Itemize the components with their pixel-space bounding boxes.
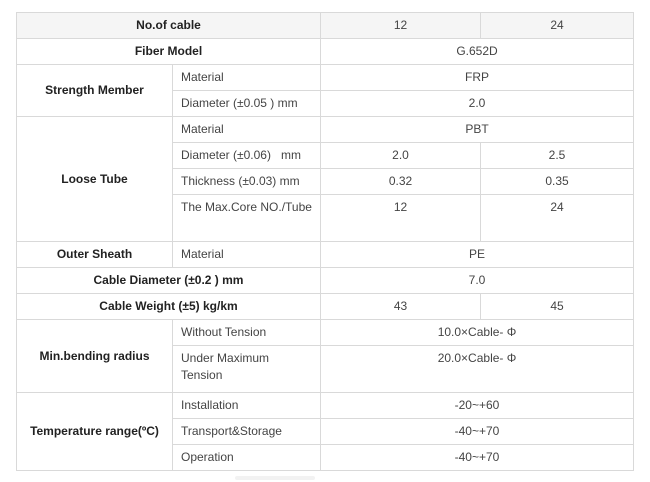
cable-count-12: 12 bbox=[321, 13, 481, 39]
loose-diameter-12: 2.0 bbox=[321, 143, 481, 169]
outer-sheath-material-value: PE bbox=[321, 242, 634, 268]
loose-diameter-label: Diameter (±0.06) mm bbox=[173, 143, 321, 169]
outer-sheath-material-label: Material bbox=[173, 242, 321, 268]
table-row-header bbox=[17, 13, 634, 39]
no-of-cable-label: No.of cable bbox=[17, 13, 321, 39]
strength-diameter-value: 2.0 bbox=[321, 91, 634, 117]
temp-transport-value: -40~+70 bbox=[321, 419, 634, 445]
temp-operation-label: Operation bbox=[173, 445, 321, 471]
table-row-loose-material bbox=[17, 117, 634, 143]
loose-thickness-24: 0.35 bbox=[481, 169, 634, 195]
table-row-strength-material bbox=[17, 65, 634, 91]
table-row-cable-diameter bbox=[17, 268, 634, 294]
fiber-model-value: G.652D bbox=[321, 39, 634, 65]
table-row-temp-installation bbox=[17, 393, 634, 419]
bending-without-value: 10.0×Cable- Φ bbox=[321, 320, 634, 346]
cable-diameter-value: 7.0 bbox=[321, 268, 634, 294]
cable-diameter-label: Cable Diameter (±0.2 ) mm bbox=[17, 268, 321, 294]
bending-under-label: Under Maximum Tension bbox=[173, 346, 321, 393]
loose-thickness-12: 0.32 bbox=[321, 169, 481, 195]
table-row-outer-sheath bbox=[17, 242, 634, 268]
strength-material-value: FRP bbox=[321, 65, 634, 91]
temp-operation-value: -40~+70 bbox=[321, 445, 634, 471]
temp-installation-label: Installation bbox=[173, 393, 321, 419]
cable-weight-label: Cable Weight (±5) kg/km bbox=[17, 294, 321, 320]
strength-diameter-label: Diameter (±0.05 ) mm bbox=[173, 91, 321, 117]
outer-sheath-label: Outer Sheath bbox=[17, 242, 173, 268]
strength-member-label: Strength Member bbox=[17, 65, 173, 117]
bending-without-label: Without Tension bbox=[173, 320, 321, 346]
scroll-indicator bbox=[235, 476, 315, 480]
loose-thickness-label: Thickness (±0.03) mm bbox=[173, 169, 321, 195]
table-row-cable-weight bbox=[17, 294, 634, 320]
bending-under-value: 20.0×Cable- Φ bbox=[321, 346, 634, 393]
loose-diameter-24: 2.5 bbox=[481, 143, 634, 169]
cable-spec-table bbox=[16, 12, 634, 471]
cable-weight-12: 43 bbox=[321, 294, 481, 320]
loose-material-label: Material bbox=[173, 117, 321, 143]
cable-weight-24: 45 bbox=[481, 294, 634, 320]
temp-transport-label: Transport&Storage bbox=[173, 419, 321, 445]
table-row-fiber-model bbox=[17, 39, 634, 65]
loose-maxcore-label: The Max.Core NO./Tube bbox=[173, 195, 321, 242]
loose-maxcore-12: 12 bbox=[321, 195, 481, 242]
table-row-bending-without bbox=[17, 320, 634, 346]
temp-installation-value: -20~+60 bbox=[321, 393, 634, 419]
min-bending-label: Min.bending radius bbox=[17, 320, 173, 393]
temperature-range-label: Temperature range(ºC) bbox=[17, 393, 173, 471]
cable-count-24: 24 bbox=[481, 13, 634, 39]
strength-material-label: Material bbox=[173, 65, 321, 91]
loose-maxcore-24: 24 bbox=[481, 195, 634, 242]
fiber-model-label: Fiber Model bbox=[17, 39, 321, 65]
loose-material-value: PBT bbox=[321, 117, 634, 143]
loose-tube-label: Loose Tube bbox=[17, 117, 173, 242]
